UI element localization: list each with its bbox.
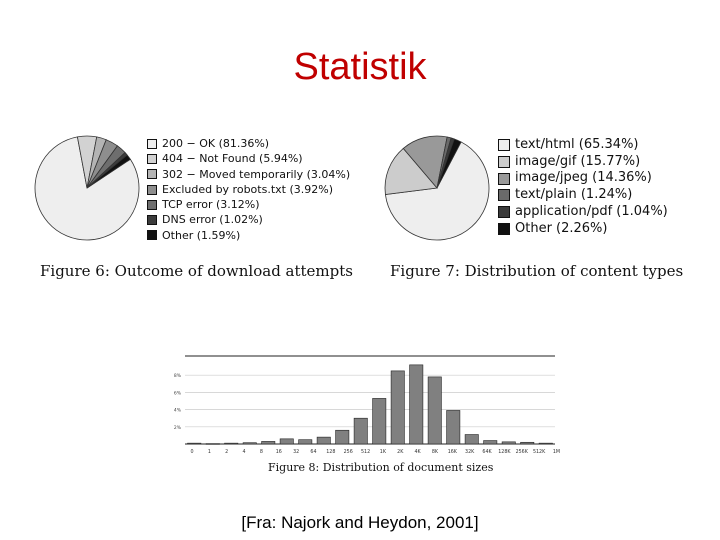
legend-swatch: [147, 200, 157, 210]
x-tick-label: 1K: [379, 450, 387, 455]
legend-item: [498, 187, 668, 204]
legend-label: 200 − OK (81.36%): [162, 137, 270, 150]
legend-label: text/plain (1.24%): [515, 187, 633, 203]
x-tick-label: 2K: [397, 450, 404, 455]
x-tick-label: 16: [275, 450, 282, 455]
bar: [410, 365, 423, 444]
legend-label: application/pdf (1.04%): [515, 203, 668, 219]
bar: [373, 398, 386, 444]
x-tick-label: 1M: [552, 450, 560, 455]
bar: [428, 377, 441, 444]
y-tick-label: 6%: [173, 391, 181, 397]
bar: [336, 430, 349, 444]
legend-swatch: [147, 230, 157, 240]
legend-swatch: [498, 139, 510, 151]
legend-swatch: [498, 173, 510, 185]
x-tick-label: 64: [310, 450, 317, 455]
bar: [465, 435, 478, 444]
bar: [262, 441, 275, 444]
legend-item: [498, 204, 668, 221]
y-tick-label: 2%: [173, 425, 181, 431]
legend-item: [498, 154, 668, 171]
bar: [521, 442, 534, 444]
legend-label: Excluded by robots.txt (3.92%): [162, 182, 333, 196]
x-tick-label: 256K: [515, 450, 528, 455]
x-tick-label: 128K: [498, 450, 511, 455]
slide-title: Statistik: [293, 46, 427, 88]
legend-item: [147, 182, 350, 197]
x-tick-label: 4: [242, 450, 246, 455]
x-tick-label: 32: [293, 450, 300, 455]
bar: [317, 437, 330, 444]
x-tick-label: 8: [259, 450, 263, 455]
legend-swatch: [147, 169, 157, 179]
legend-swatch: [147, 185, 157, 195]
y-tick-label: 8%: [173, 374, 181, 380]
x-tick-label: 256: [343, 450, 353, 455]
bar: [484, 441, 497, 444]
pie-chart-content-types: [382, 133, 492, 243]
y-tick-label: 4%: [173, 408, 181, 414]
x-tick-label: 64K: [482, 450, 492, 455]
legend-item: [147, 197, 350, 212]
legend-label: Other (2.26%): [515, 220, 608, 236]
bar: [391, 371, 404, 444]
legend-item: [498, 137, 668, 154]
legend-swatch: [147, 215, 157, 225]
legend-label: text/html (65.34%): [515, 137, 639, 152]
bar: [280, 439, 293, 444]
x-tick-label: 32K: [465, 450, 475, 455]
bar-chart-document-sizes: [165, 348, 560, 458]
legend-label: 404 − Not Found (5.94%): [162, 152, 303, 166]
x-tick-label: 512: [360, 450, 371, 455]
x-tick-label: 128: [326, 450, 336, 455]
legend-swatch: [498, 156, 510, 168]
legend-item: [498, 170, 668, 187]
legend-swatch: [147, 139, 157, 149]
x-tick-label: 2: [225, 450, 229, 455]
legend-download-outcome: [147, 136, 350, 243]
figure-6-caption: Figure 6: Outcome of download attempts: [40, 262, 353, 280]
legend-item: [147, 136, 350, 151]
legend-content-types: [498, 137, 668, 237]
legend-label: Other (1.59%): [162, 228, 241, 242]
citation: [Fra: Najork and Heydon, 2001]: [241, 513, 479, 532]
x-tick-label: 1: [207, 450, 211, 455]
x-tick-label: 8K: [431, 450, 439, 455]
legend-label: 302 − Moved temporarily (3.04%): [162, 167, 351, 181]
bar: [188, 443, 201, 444]
bar: [206, 444, 219, 445]
legend-item: [147, 167, 350, 182]
legend-swatch: [498, 189, 510, 201]
x-tick-label: 0: [190, 450, 194, 455]
pie-chart-download-outcome: [32, 133, 142, 243]
legend-item: [147, 151, 350, 166]
legend-label: image/jpeg (14.36%): [515, 170, 652, 186]
legend-item: [147, 228, 350, 243]
legend-label: image/gif (15.77%): [515, 153, 641, 169]
legend-swatch: [498, 223, 510, 235]
bar: [354, 418, 367, 444]
bar: [225, 443, 238, 444]
x-tick-label: 4K: [414, 450, 421, 455]
bar: [243, 443, 256, 444]
bar: [502, 442, 515, 444]
x-tick-label: 512K: [532, 450, 546, 455]
bar: [539, 443, 552, 444]
legend-item: [498, 221, 668, 238]
figure-7-caption: Figure 7: Distribution of content types: [390, 262, 684, 280]
legend-label: DNS error (1.02%): [162, 213, 263, 227]
bar: [299, 440, 312, 444]
legend-swatch: [498, 206, 510, 218]
figure-8-caption: Figure 8: Distribution of document sizes: [268, 461, 494, 474]
legend-item: [147, 212, 350, 227]
legend-label: TCP error (3.12%): [162, 198, 260, 212]
bar: [447, 410, 460, 444]
x-tick-label: 16K: [447, 450, 457, 455]
legend-swatch: [147, 154, 157, 164]
